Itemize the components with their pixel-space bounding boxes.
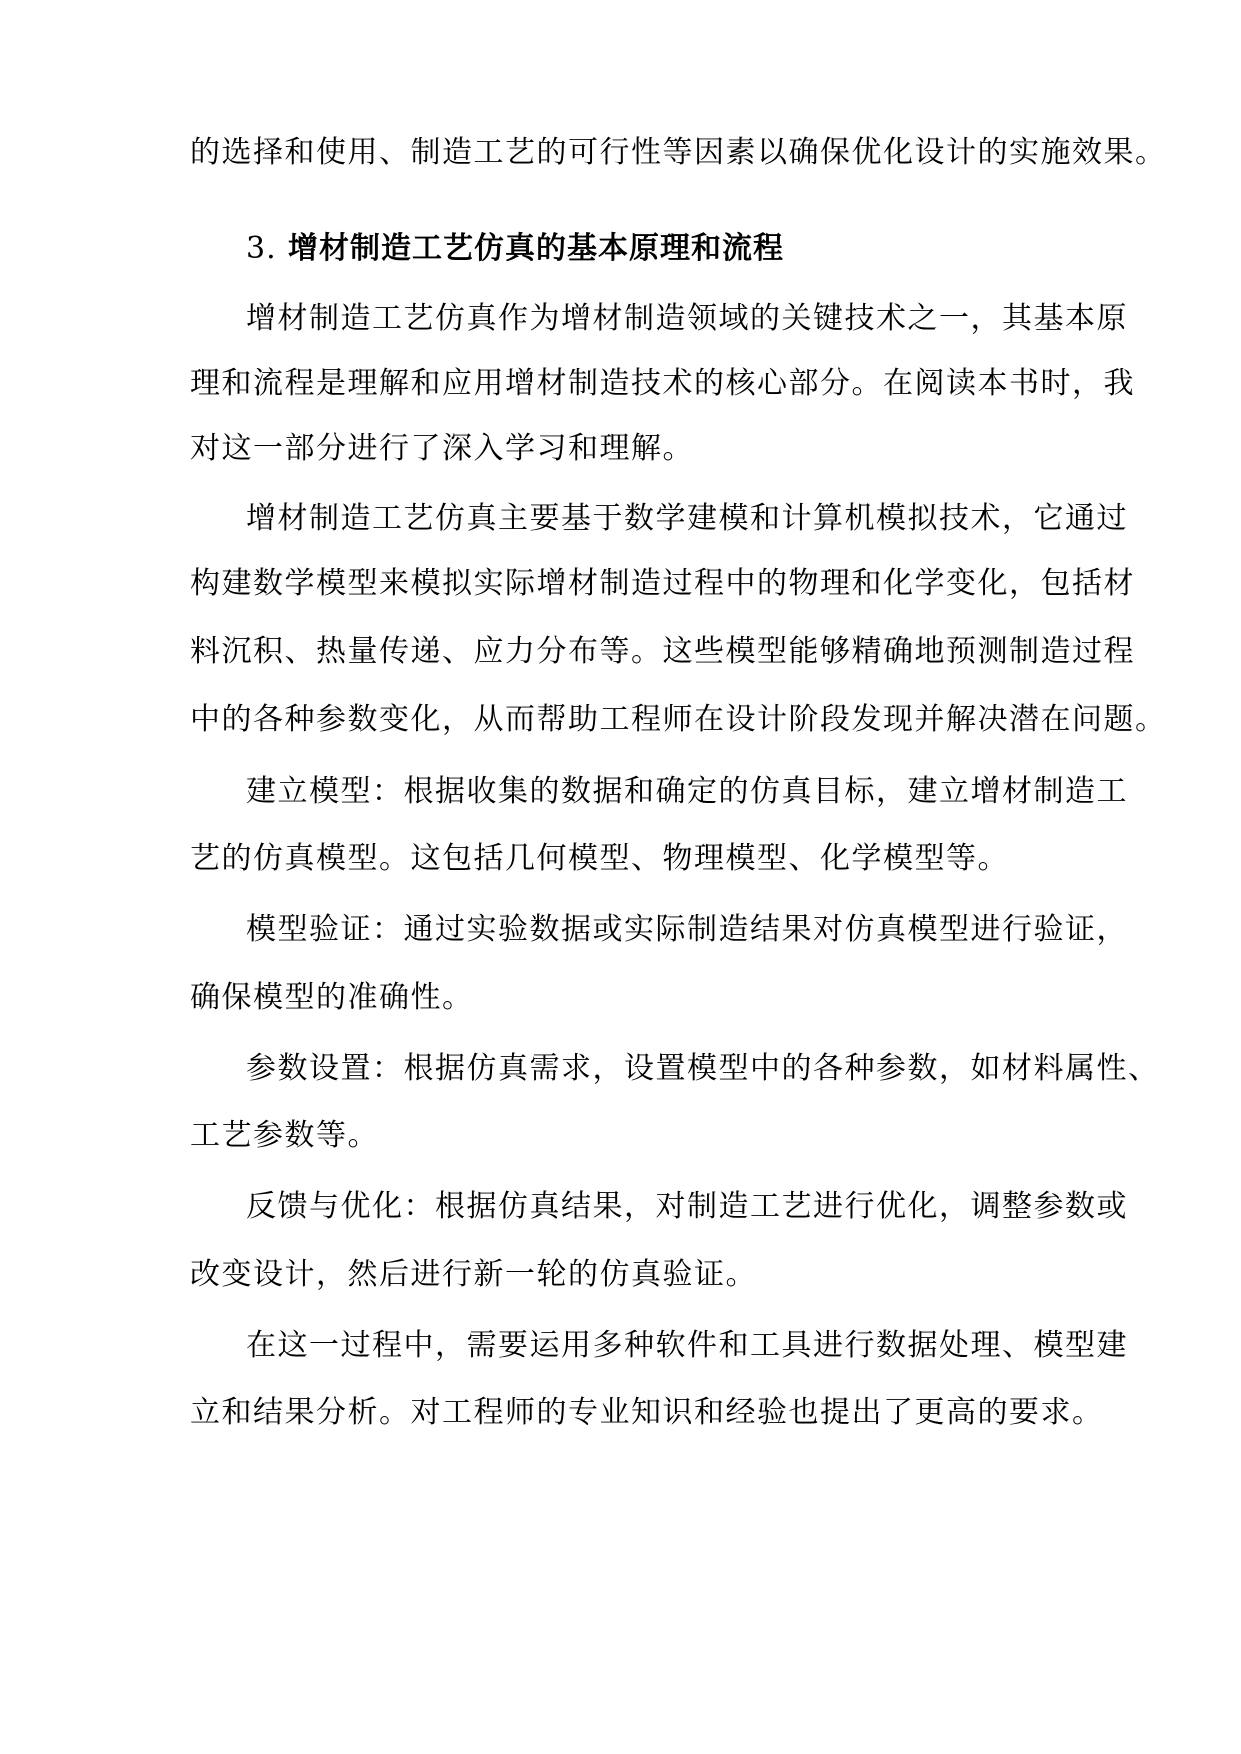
paragraph-line: 立和结果分析。对工程师的专业知识和经验也提出了更高的要求。 — [190, 1395, 1104, 1430]
paragraph-line: 增材制造工艺仿真作为增材制造领域的关键技术之一，其基本原 — [246, 301, 1128, 336]
text-line: 的选择和使用、制造工艺的可行性等因素以确保优化设计的实施效果。 — [190, 135, 1167, 170]
section-title: 增材制造工艺仿真的基本原理和流程 — [288, 231, 784, 266]
section-number: 3. — [246, 231, 277, 266]
paragraph-line: 中的各种参数变化，从而帮助工程师在设计阶段发现并解决潜在问题。 — [190, 702, 1167, 737]
paragraph-line: 确保模型的准确性。 — [190, 980, 474, 1015]
paragraph-line: 建立模型：根据收集的数据和确定的仿真目标，建立增材制造工 — [246, 774, 1128, 809]
paragraph-line: 模型验证：通过实验数据或实际制造结果对仿真模型进行验证， — [246, 912, 1128, 947]
paragraph-line: 对这一部分进行了深入学习和理解。 — [190, 431, 694, 466]
paragraph-line: 反馈与优化：根据仿真结果，对制造工艺进行优化，调整参数或 — [246, 1189, 1128, 1224]
paragraph-line: 料沉积、热量传递、应力分布等。这些模型能够精确地预测制造过程 — [190, 634, 1135, 669]
paragraph-line: 构建数学模型来模拟实际增材制造过程中的物理和化学变化，包括材 — [190, 566, 1135, 601]
paragraph-line: 艺的仿真模型。这包括几何模型、物理模型、化学模型等。 — [190, 841, 1009, 876]
paragraph-line: 工艺参数等。 — [190, 1118, 379, 1153]
paragraph-line: 增材制造工艺仿真主要基于数学建模和计算机模拟技术，它通过 — [246, 501, 1128, 536]
paragraph-line: 理和流程是理解和应用增材制造技术的核心部分。在阅读本书时，我 — [190, 366, 1135, 401]
section-heading — [246, 229, 1050, 269]
paragraph-line: 改变设计，然后进行新一轮的仿真验证。 — [190, 1257, 757, 1292]
paragraph-line: 在这一过程中，需要运用多种软件和工具进行数据处理、模型建 — [246, 1328, 1128, 1363]
paragraph-line: 参数设置：根据仿真需求，设置模型中的各种参数，如材料属性、 — [246, 1051, 1160, 1086]
